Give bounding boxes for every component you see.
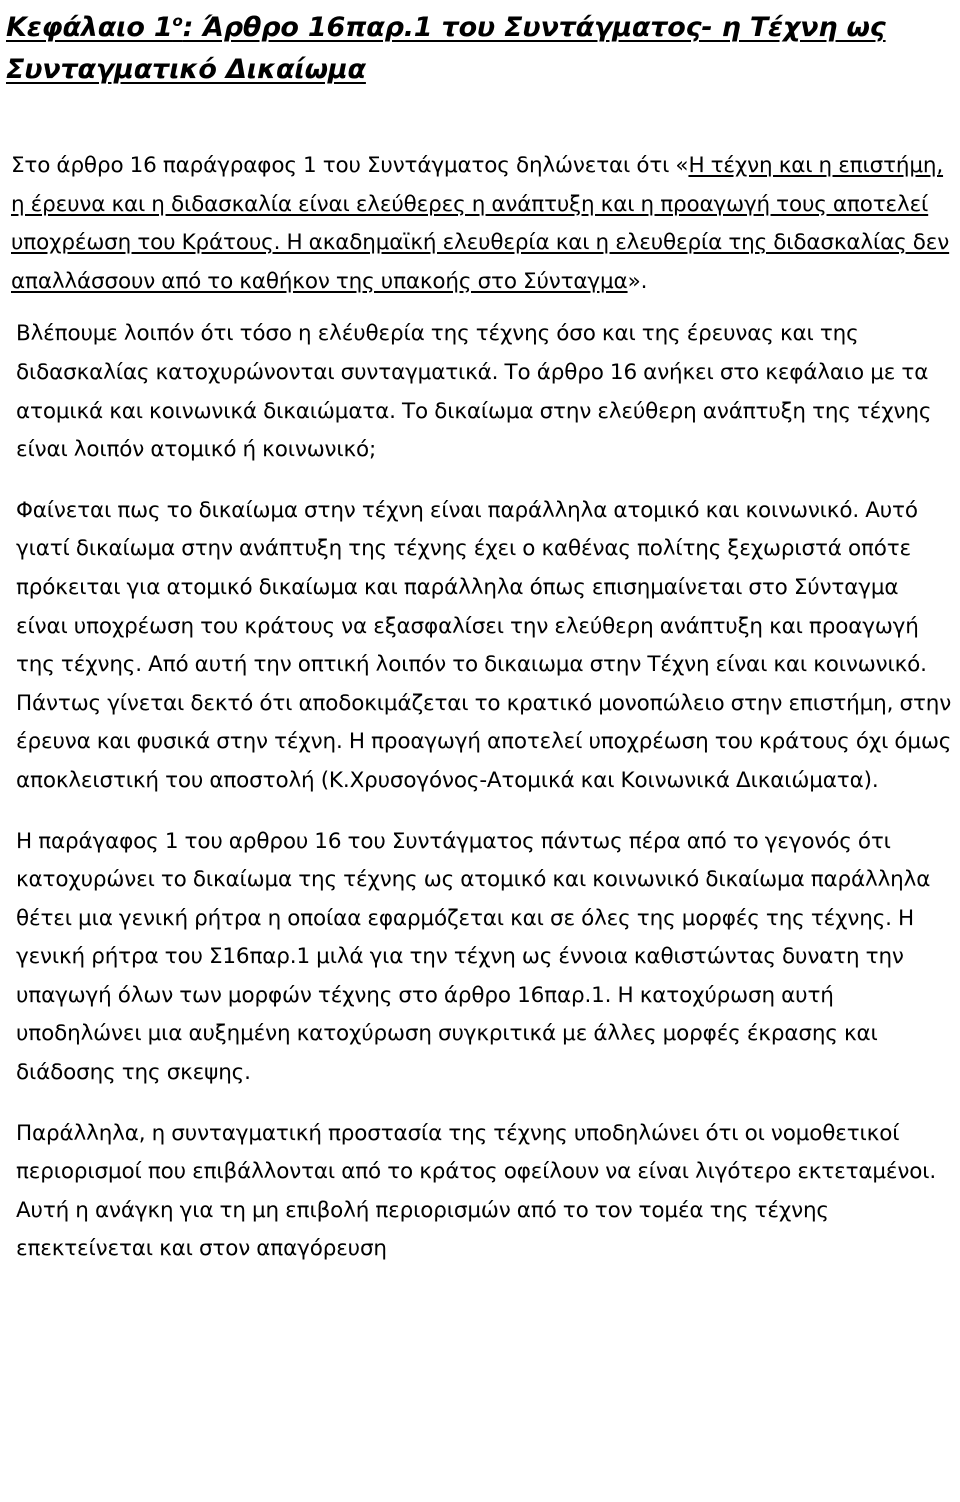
paragraph-individual-and-social: Φαίνεται πως το δικαίωμα στην τέχνη είναι παράλληλα ατομικό και κοινωνικό. Αυτό γιατί δικαίωμα στην ανάπτυξη της τέχνης έχει ο καθένας πολίτης ξεχωριστά οπότε πρόκειται για ατομικό δικαίωμα και παράλληλα όπως επισημαίνεται στο Σύνταγμα είναι υποχρέωση του κράτους να εξασφαλίσει την ελεύθερη ανάπτυξη και προαγωγή της τέχνης. Από αυτή την οπτική λοιπόν το δικαιωμα στην Τέχνη είναι και κοινωνικό. Πάντως γίνεται δεκτό ότι αποδοκιμάζεται το κρατικό μονοπώλειο στην επιστήμη, στην έρευνα και φυσικά στην τέχνη. Η προαγωγή αποτελεί υποχρέωση του κράτους όχι όμως αποκλειστική του αποστολή (Κ.Χρυσογόνος-Ατομικά και Κοινωνικά Δικαιώματα). xyxy=(16,497,952,793)
heading-chapter-superscript: ο xyxy=(172,12,183,30)
chapter-heading xyxy=(6,0,954,91)
constitution-quote: Η τέχνη και η επιστήμη, η έρευνα και η διδασκαλία είναι ελεύθερες η ανάπτυξη και η προαγωγή τους αποτελεί υποχρέωση του Κράτους. Η ακαδημαϊκή ελευθερία και η ελευθερία της διδασκαλίας δεν απαλλάσσουν από το καθήκον της υπακοής στο Σύνταγμα xyxy=(11,153,950,294)
heading-chapter: Κεφάλαιο 1 xyxy=(6,12,173,43)
heading-title: : Άρθρο 16παρ.1 του Συντάγματος- η Τέχνη ως Συνταγματικό Δικαίωμα xyxy=(6,12,886,85)
paragraph-general-clause: Η παράγαφος 1 του αρθρου 16 του Συντάγματος πάντως πέρα από το γεγονός ότι κατοχυρώνει το δικαίωμα της τέχνης ως ατομικό και κοινωνικό δικαίωμα παράλληλα θέτει μια γενική ρήτρα η οποίαα εφαρμόζεται και σε όλες της μορφές της τέχνης. Η γενική ρήτρα του Σ16παρ.1 μιλά για την τέχνη ως έννοια καθιστώντας δυνατη την υπαγωγή όλων των μορφών τέχνης στο άρθρο 16παρ.1. Η κατοχύρωση αυτή υποδηλώνει μια αυξημένη κατοχύρωση συγκριτικά με άλλες μορφές έκρασης και διάδοσης της σκεψης. xyxy=(16,828,931,1086)
paragraph-legislative-limits: Παράλληλα, η συνταγματική προστασία της τέχνης υποδηλώνει ότι οι νομοθετικοί περιορισμοί που επιβάλλονται από το κράτος οφείλουν να είναι λιγότερο εκτεταμένοι. Αυτή η ανάγκη για τη μη επιβολή περιορισμών από το τον τομέα της τέχνης επεκτείνεται και στον απαγόρευση xyxy=(16,1120,937,1262)
paragraph-article-16 xyxy=(6,147,954,301)
paragraph-intro: Στο άρθρο 16 παράγραφος 1 του Συντάγματος δηλώνεται ότι « xyxy=(11,153,689,178)
quote-end: ». xyxy=(627,268,648,294)
paragraph-freedom-of-art: Βλέπουμε λοιπόν ότι τόσο η ελέυθερία της τέχνης όσο και της έρευνας και της διδασκαλίας κατοχυρώνονται συνταγματικά. Το άρθρο 16 ανήκει στο κεφάλαιο με τα ατομικά και κοινωνικά δικαιώματα. Το δικαίωμα στην ελεύθερη ανάπτυξη της τέχνης είναι λοιπόν ατομικό ή κοινωνικό; xyxy=(16,321,932,463)
